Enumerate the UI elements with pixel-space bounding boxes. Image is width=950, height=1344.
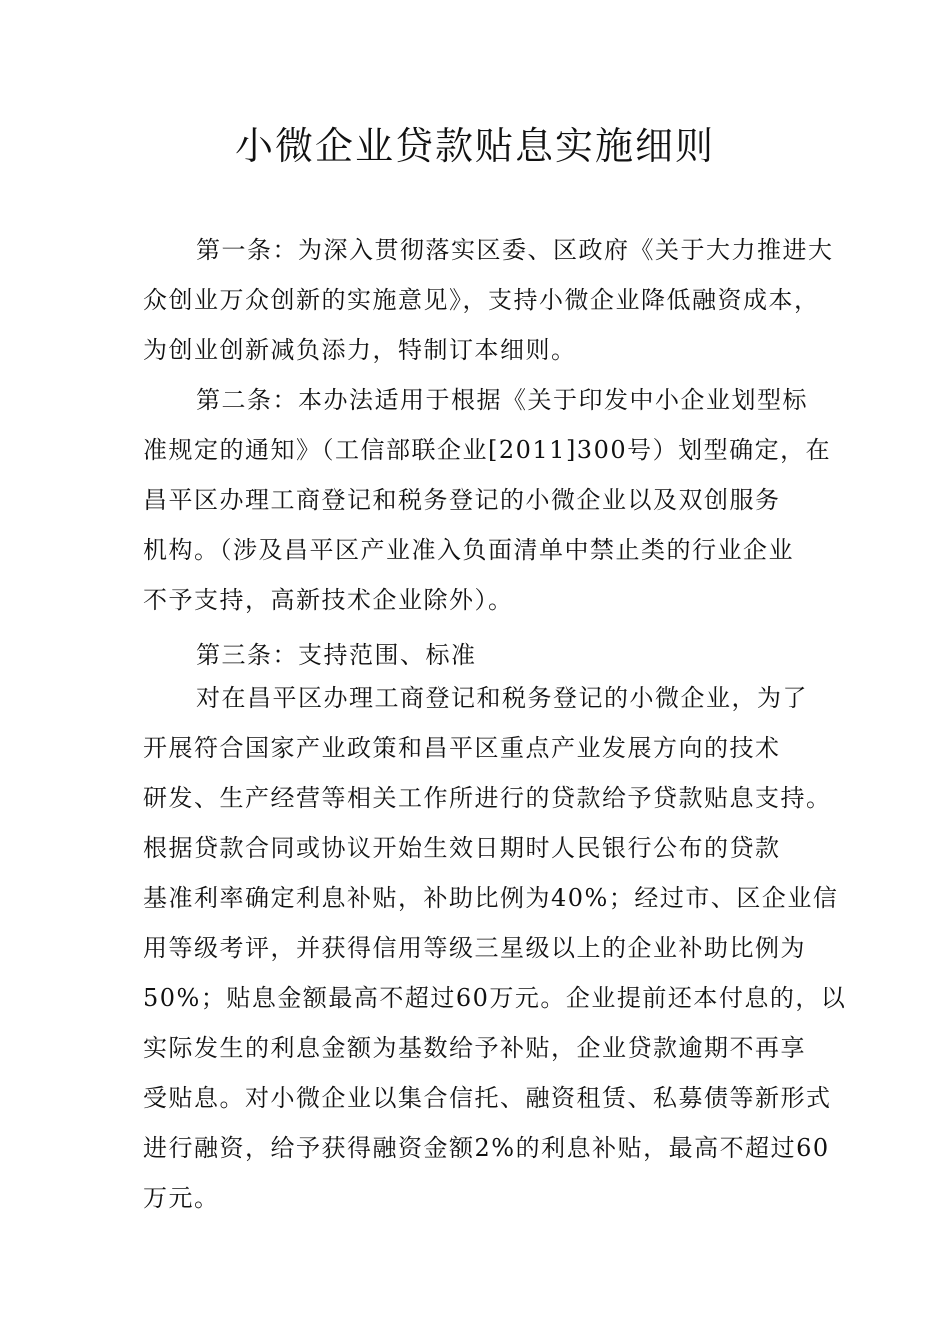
article3-line: 开展符合国家产业政策和昌平区重点产业发展方向的技术 <box>143 734 781 762</box>
article3-line: 受贴息。对小微企业以集合信托、融资租赁、私募债等新形式 <box>143 1084 832 1112</box>
article3-line: 用等级考评，并获得信用等级三星级以上的企业补助比例为 <box>143 934 806 962</box>
article1-line: 众创业万众创新的实施意见》，支持小微企业降低融资成本， <box>143 286 820 314</box>
article2-line: 第二条：本办法适用于根据《关于印发中小企业划型标 <box>196 386 808 414</box>
article2-line: 不予支持，高新技术企业除外）。 <box>143 586 514 614</box>
article3-line: 对在昌平区办理工商登记和税务登记的小微企业，为了 <box>196 684 808 712</box>
article3-line: 万元。 <box>143 1184 220 1212</box>
article3-heading: 第三条：支持范围、标准 <box>196 641 477 669</box>
document-title: 小微企业贷款贴息实施细则 <box>234 124 715 168</box>
article2-line: 机构。（涉及昌平区产业准入负面清单中禁止类的行业企业 <box>143 536 794 564</box>
article3-line: 基准利率确定利息补贴，补助比例为40%；经过市、区企业信 <box>143 884 839 912</box>
article3-line: 进行融资，给予获得融资金额2%的利息补贴，最高不超过60 <box>143 1134 830 1162</box>
article1-line: 第一条：为深入贯彻落实区委、区政府《关于大力推进大 <box>196 236 834 264</box>
article2-line: 准规定的通知》（工信部联企业[2011]300号）划型确定，在 <box>143 436 832 464</box>
article1-line: 为创业创新减负添力，特制订本细则。 <box>143 336 577 364</box>
article3-line: 实际发生的利息金额为基数给予补贴，企业贷款逾期不再享 <box>143 1034 806 1062</box>
article2-line: 昌平区办理工商登记和税务登记的小微企业以及双创服务 <box>143 486 781 514</box>
article3-line: 50%；贴息金额最高不超过60万元。企业提前还本付息的，以 <box>143 984 847 1012</box>
article3-line: 根据贷款合同或协议开始生效日期时人民银行公布的贷款 <box>143 834 781 862</box>
article3-line: 研发、生产经营等相关工作所进行的贷款给予贷款贴息支持。 <box>143 784 832 812</box>
